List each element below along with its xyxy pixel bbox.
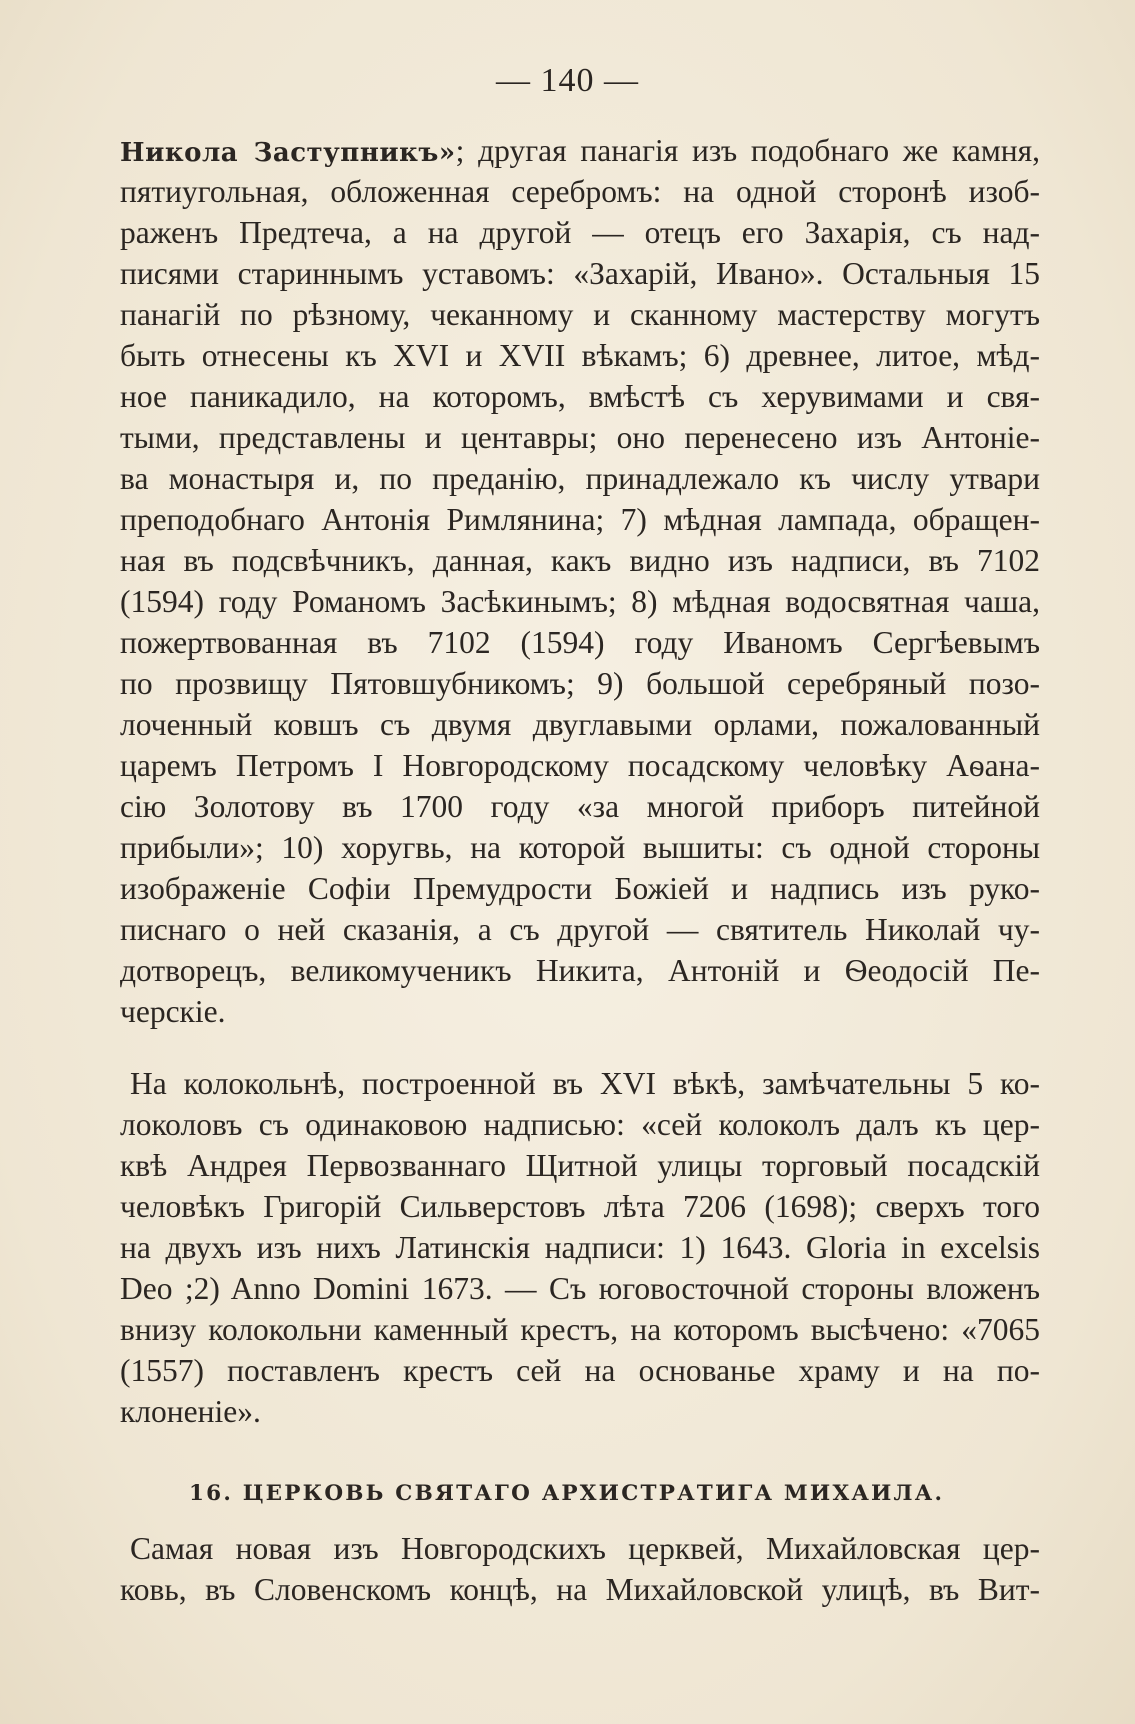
text-line: внизу колокольни каменный крестъ, на которомъ высѣчено: «7065 <box>120 1312 1040 1347</box>
text-line: пожертвованная въ 7102 (1594) году Иваномъ Сергѣевымъ <box>120 625 1040 660</box>
section-heading: 16. ЦЕРКОВЬ СВЯТАГО АРХИСТРАТИГА МИХАИЛА. <box>189 1481 945 1506</box>
text-line: писнаго о ней сказанія, а съ другой — святитель Николай чу- <box>120 912 1040 947</box>
text-line: ное паникадило, на которомъ, вмѣстѣ съ херувимами и свя- <box>120 379 1040 414</box>
page-number: — 140 — <box>496 62 639 99</box>
text-line: (1594) году Романомъ Засѣкинымъ; 8) мѣдная водосвятная чаша, <box>120 584 1040 619</box>
text-line: черскіе. <box>120 994 226 1029</box>
text-line: дотворецъ, великомученикъ Никита, Антоній и Ѳеодосій Пе- <box>120 953 1040 988</box>
paragraph-2 <box>120 1063 1040 1432</box>
text-line: Никола Заступникъ»; другая панагія изъ подобнаго же камня, <box>120 133 1040 168</box>
text-line: прибыли»; 10) хоругвь, на которой вышиты: съ одной стороны <box>120 830 1040 865</box>
text-line: ная въ подсвѣчникъ, данная, какъ видно изъ надписи, въ 7102 <box>120 543 1040 578</box>
text-line: преподобнаго Антонія Римлянина; 7) мѣдная лампада, обращен- <box>120 502 1040 537</box>
text-line: писями стариннымъ уставомъ: «Захарій, Ивано». Остальныя 15 <box>120 256 1040 291</box>
text-line: по прозвищу Пятовшубникомъ; 9) большой серебряный позо- <box>120 666 1040 701</box>
text-line: локоловъ съ одинаковою надписью: «сей колоколъ далъ къ цер- <box>120 1107 1040 1142</box>
text-line: пятиугольная, обложенная серебромъ: на одной сторонѣ изоб- <box>120 174 1040 209</box>
text-line: тыми, представлены и центавры; оно перенесено изъ Антоніе- <box>120 420 1040 455</box>
text-line: изображеніе Софіи Премудрости Божіей и надпись изъ руко- <box>120 871 1040 906</box>
text-line: Deo ;2) Anno Domini 1673. — Съ юговосточной стороны вложенъ <box>120 1271 1040 1306</box>
text-line: клоненіе». <box>120 1394 261 1429</box>
text-line: ковь, въ Словенскомъ концѣ, на Михайловской улицѣ, въ Вит- <box>120 1572 1040 1607</box>
text-line: раженъ Предтеча, а на другой — отецъ его Захарія, съ над- <box>120 215 1040 250</box>
text-line: человѣкъ Григорій Сильверстовъ лѣта 7206 (1698); сверхъ того <box>120 1189 1040 1224</box>
text-line: На колокольнѣ, построенной въ XVI вѣкѣ, замѣчательны 5 ко- <box>130 1066 1040 1101</box>
text-line: Самая новая изъ Новгородскихъ церквей, Михайловская цер- <box>130 1531 1040 1566</box>
text-line: квѣ Андрея Первозваннаго Щитной улицы торговый посадскій <box>120 1148 1040 1183</box>
text-line: сію Золотову въ 1700 году «за многой приборъ питейной <box>120 789 1040 824</box>
text-line: ва монастыря и, по преданію, принадлежало къ числу утвари <box>120 461 1040 496</box>
paragraph-1 <box>120 130 1040 1032</box>
slavonic-inscription: Никола Заступникъ» <box>120 138 456 168</box>
text-line: (1557) поставленъ крестъ сей на основанье храму и на по- <box>120 1353 1040 1388</box>
text-line: панагій по рѣзному, чеканному и сканному мастерству могутъ <box>120 297 1040 332</box>
text-line: царемъ Петромъ I Новгородскому посадскому человѣку Аѳана- <box>120 748 1040 783</box>
text-line: на двухъ изъ нихъ Латинскія надписи: 1) 1643. Gloria in excelsis <box>120 1230 1040 1265</box>
text-line: лоченный ковшъ съ двумя двуглавыми орлами, пожалованный <box>120 707 1040 742</box>
text-line: быть отнесены къ XVI и XVII вѣкамъ; 6) древнее, литое, мѣд- <box>120 338 1040 373</box>
paragraph-3 <box>120 1528 1040 1610</box>
